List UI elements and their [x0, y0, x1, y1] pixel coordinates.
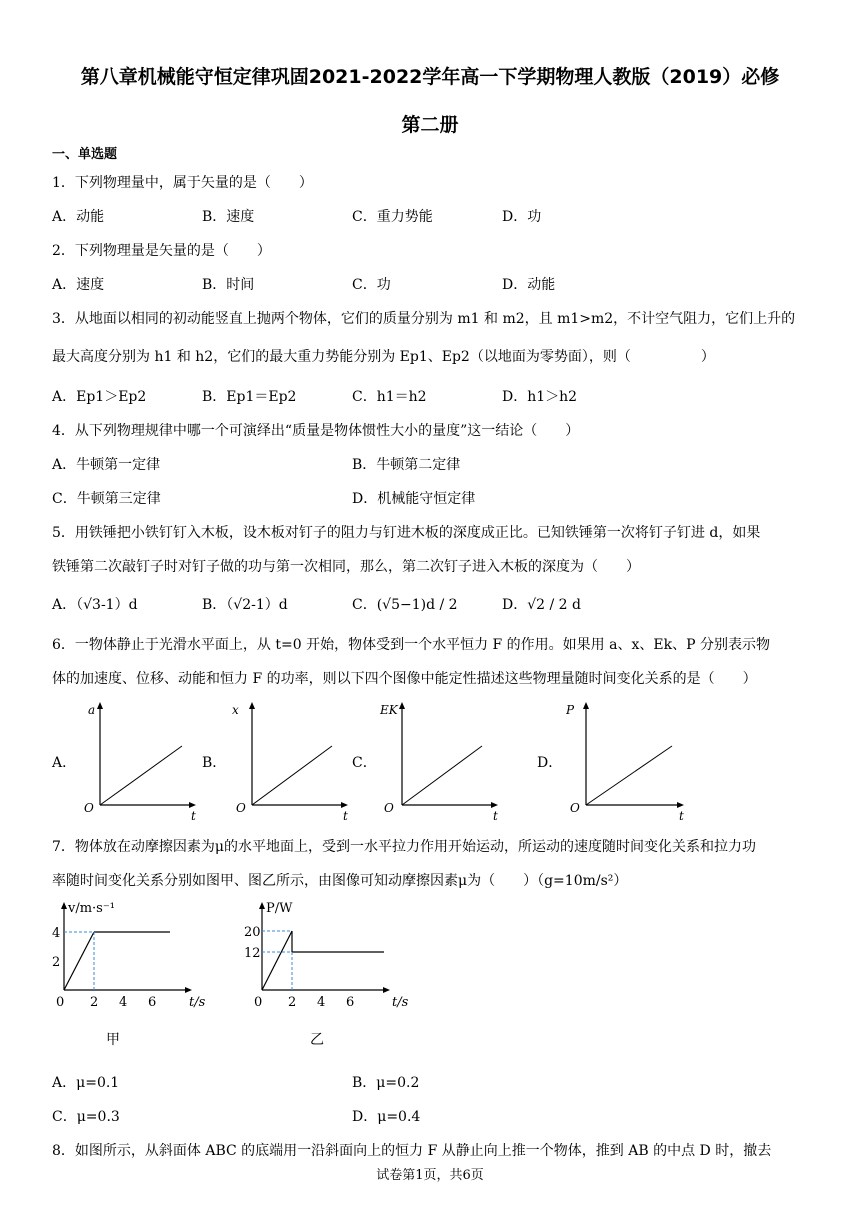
q4-option-d: D．机械能守恒定律 [352, 491, 476, 507]
q7-graph-power-xlabel: t/s [392, 995, 409, 1010]
q4-stem: 4．从下列物理规律中哪一个可演绎出“质量是物体惯性大小的量度”这一结论（ ） [52, 423, 580, 439]
q7-graph-power-caption: 乙 [310, 1032, 324, 1048]
q7-option-b: B．μ=0.2 [352, 1075, 420, 1091]
title-line-2: 第二册 [401, 114, 459, 136]
q6-graph-d-origin: O [570, 801, 580, 815]
q7-graph-power-origin: 0 [254, 995, 263, 1010]
q1-option-d: D．功 [502, 209, 542, 225]
q7-graph-velocity-ylabel: v/m·s⁻¹ [68, 901, 115, 916]
q5-option-d: D．√2 / 2 d [502, 597, 581, 613]
q2-option-b: B．时间 [202, 277, 255, 293]
q4-option-a: A．牛顿第一定律 [52, 457, 161, 473]
q7-line-2: 率随时间变化关系分别如图甲、图乙所示，由图像可知动摩擦因素μ为（ ）（g=10m/s²） [52, 873, 628, 889]
q1-option-a: A．动能 [52, 209, 105, 225]
q3-option-a: A．Ep1＞Ep2 [52, 389, 147, 405]
page-footer: 试卷第1页，共6页 [376, 1168, 484, 1183]
q1-option-c: C．重力势能 [352, 209, 433, 225]
q7-graph-velocity-ytick-4: 4 [52, 926, 61, 941]
q7-graph-velocity-origin: 0 [56, 995, 65, 1010]
q6-graph-d-ylabel: P [566, 703, 575, 717]
q2-option-a: A．速度 [52, 277, 105, 293]
q7-option-a: A．μ=0.1 [52, 1075, 120, 1091]
q3-line-1: 3．从地面以相同的初动能竖直上抛两个物体，它们的质量分别为 m1 和 m2，且 m1>m2，不计空气阻力，它们上升的 [52, 311, 796, 327]
q6-option-a: A． [52, 755, 77, 771]
q7-graph-power [242, 898, 422, 1048]
q6-graph-c-origin: O [384, 801, 394, 815]
q2-option-d: D．动能 [502, 277, 556, 293]
q6-graph-b-xlabel: t [343, 809, 348, 820]
q6-option-d: D． [537, 755, 563, 771]
q6-graph-b [232, 700, 352, 820]
q6-graph-d-xlabel: t [679, 809, 684, 820]
q7-option-d: D．μ=0.4 [352, 1109, 421, 1125]
q7-graph-power-xtick-4: 4 [317, 995, 326, 1010]
q7-graph-power-ylabel: P/W [266, 901, 293, 916]
q5-line-2: 铁锤第二次敲钉子时对钉子做的功与第一次相同，那么，第二次钉子进入木板的深度为（ ） [52, 559, 640, 575]
q5-option-a: A．（√3-1）d [52, 597, 138, 613]
q7-graph-velocity [48, 898, 228, 1048]
q3-line-2: 最大高度分别为 h1 和 h2，它们的最大重力势能分别为 Ep1、Ep2（以地面为零势面），则（ ） [52, 349, 715, 365]
q3-option-d: D．h1＞h2 [502, 389, 578, 405]
q7-graph-velocity-xtick-2: 2 [90, 995, 99, 1010]
title-line-1: 第八章机械能守恒定律巩固2021-2022学年高一下学期物理人教版（2019）必修 [80, 66, 780, 88]
q6-line-1: 6．一物体静止于光滑水平面上，从 t=0 开始，物体受到一个水平恒力 F 的作用。如果用 a、x、Ek、P 分别表示物 [52, 637, 770, 653]
q6-option-c: C． [352, 755, 377, 771]
q5-line-1: 5．用铁锤把小铁钉钉入木板，设木板对钉子的阻力与钉进木板的深度成正比。已知铁锤第一次将钉子钉进 d，如果 [52, 525, 761, 541]
q6-graph-a-origin: O [84, 801, 94, 815]
q7-option-c: C．μ=0.3 [52, 1109, 120, 1125]
q6-graph-b-ylabel: x [232, 703, 239, 717]
q6-graph-a [80, 700, 200, 820]
q8-line-1: 8．如图所示，从斜面体 ABC 的底端用一沿斜面向上的恒力 F 从静止向上推一个物体，推到 AB 的中点 D 时，撤去 [52, 1143, 772, 1159]
q6-line-2: 体的加速度、位移、动能和恒力 F 的功率，则以下四个图像中能定性描述这些物理量随时间变化关系的是（ ） [52, 671, 757, 687]
q7-graph-velocity-ytick-2: 2 [52, 955, 61, 970]
q6-graph-a-xlabel: t [191, 809, 196, 820]
q7-graph-velocity-xtick-4: 4 [119, 995, 128, 1010]
q7-graph-velocity-xlabel: t/s [189, 995, 206, 1010]
q6-option-b: B． [202, 755, 227, 771]
q3-option-b: B．Ep1＝Ep2 [202, 389, 297, 405]
q7-graph-velocity-xtick-6: 6 [148, 995, 157, 1010]
q7-graph-power-xtick-2: 2 [288, 995, 297, 1010]
q2-stem: 2．下列物理量是矢量的是（ ） [52, 243, 271, 259]
q7-line-1: 7．物体放在动摩擦因素为μ的水平地面上，受到一水平拉力作用开始运动，所运动的速度随时间变化关系和拉力功 [52, 839, 757, 855]
q7-graph-power-ytick-20: 20 [244, 925, 261, 940]
section-heading: 一、单选题 [52, 147, 118, 162]
q6-graph-c [378, 700, 503, 820]
q1-option-b: B．速度 [202, 209, 255, 225]
q5-option-b: B．（√2-1）d [202, 597, 288, 613]
q7-graph-power-ytick-12: 12 [244, 946, 261, 961]
q1-stem: 1．下列物理量中，属于矢量的是（ ） [52, 175, 313, 191]
q6-graph-c-ylabel: EK [380, 703, 398, 717]
q4-option-c: C．牛顿第三定律 [52, 491, 161, 507]
q5-option-c: C．(√5−1)d / 2 [352, 597, 458, 613]
q7-graph-velocity-caption: 甲 [106, 1032, 120, 1048]
q6-graph-b-origin: O [236, 801, 246, 815]
q2-option-c: C．功 [352, 277, 391, 293]
q6-graph-c-xlabel: t [493, 809, 498, 820]
q6-graph-a-ylabel: a [88, 703, 96, 717]
q3-option-c: C．h1＝h2 [352, 389, 427, 405]
q6-graph-d [566, 700, 696, 820]
q4-option-b: B．牛顿第二定律 [352, 457, 461, 473]
q7-graph-power-xtick-6: 6 [346, 995, 355, 1010]
